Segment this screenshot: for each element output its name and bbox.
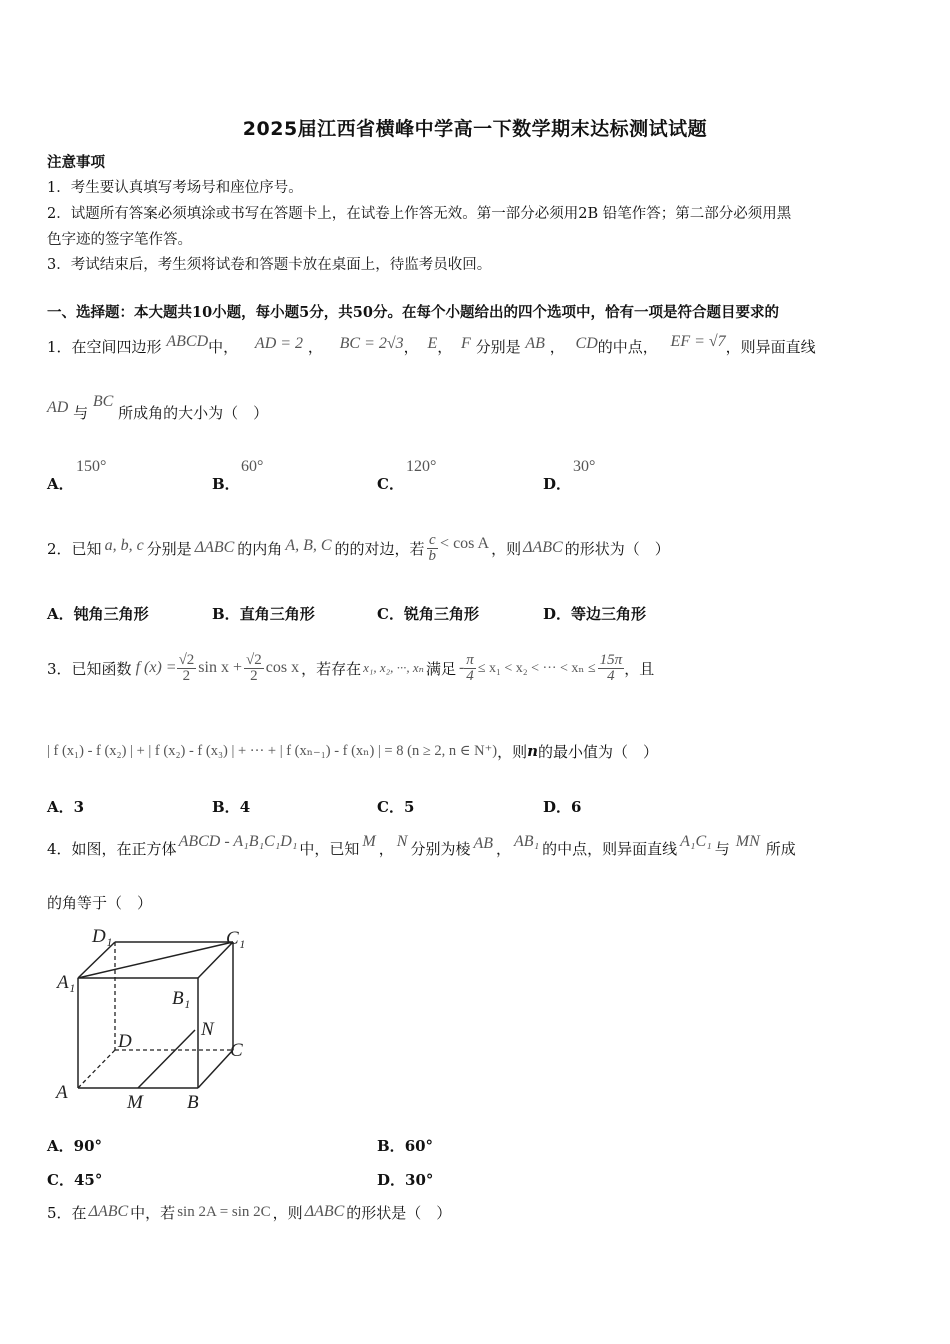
math-expr: AD = 2 — [254, 335, 304, 352]
option-label: C． — [47, 1171, 74, 1189]
question-text: ， — [403, 338, 419, 356]
math-expr: N — [396, 833, 408, 850]
fraction — [427, 533, 439, 564]
question-1-line-2 — [47, 393, 269, 423]
option-value: 60° — [241, 458, 264, 475]
fraction — [598, 653, 625, 684]
question-text: 与 — [714, 839, 730, 858]
fraction-numerator: √2 — [246, 651, 262, 668]
question-number: 3． — [47, 659, 72, 678]
option — [377, 796, 414, 817]
math-expr: ΔABC — [194, 539, 235, 556]
question-text: ， — [496, 839, 512, 858]
option-label: A． — [47, 475, 74, 493]
math-expr: n — [527, 742, 539, 760]
label-c1: C₁ — [226, 928, 246, 949]
math-expr: M — [362, 833, 376, 850]
question-text: ，则 — [272, 1203, 303, 1222]
math-expr: BC — [92, 393, 114, 410]
fraction-numerator: c — [427, 533, 439, 549]
math-expr: x₁, x₂, ···, xₙ — [363, 660, 424, 675]
math-expr: A₁C₁ — [680, 833, 712, 850]
math-expr: ≤ x₁ < x₂ < ··· < xₙ ≤ — [477, 660, 596, 676]
question-text: ， — [437, 338, 453, 356]
label-d: D — [118, 1031, 132, 1052]
option-label: D． — [377, 1171, 406, 1189]
option-label: C． — [377, 605, 404, 623]
question-2-line — [47, 523, 670, 573]
fraction-denominator: b — [428, 547, 437, 564]
option-value: 4 — [239, 798, 251, 816]
math-expr: A, B, C — [285, 537, 332, 554]
math-expr: ΔABC — [88, 1203, 129, 1220]
option-value: 60° — [404, 1137, 434, 1155]
question-text: 在 — [71, 1203, 87, 1222]
fraction — [464, 653, 476, 684]
question-text: 的最小值为（ ） — [538, 742, 659, 761]
fraction — [244, 653, 264, 684]
option-label: A． — [47, 1137, 74, 1155]
option — [377, 1135, 433, 1156]
question-text: ， — [307, 338, 323, 356]
question-3-line-2 — [47, 736, 658, 766]
math-expr: sin 2A = sin 2C — [177, 1203, 271, 1220]
math-expr: F — [461, 335, 471, 352]
question-number: 2． — [47, 539, 72, 558]
cube-figure — [50, 920, 260, 1120]
question-text: 的形状为（ ） — [564, 539, 670, 558]
option-value: 3 — [73, 798, 85, 816]
segment-mn — [138, 1030, 195, 1088]
question-text: 中，若 — [130, 1203, 176, 1222]
question-text: ，且 — [624, 659, 655, 678]
option-label: C． — [377, 798, 404, 816]
label-b1: B₁ — [172, 988, 191, 1009]
math-expr: AB — [473, 835, 493, 852]
hidden-edge-ad — [78, 1050, 115, 1088]
notice-item: 2．试题所有答案必须填涂或书写在答题卡上，在试卷上作答无效。第一部分必须用2B 铅笔作答；第二部分必须用黑 — [47, 206, 792, 222]
option-value: 30° — [405, 1171, 434, 1189]
option — [47, 1169, 102, 1190]
math-expr: - — [458, 659, 465, 676]
math-expr: AD — [47, 399, 69, 416]
math-expr: AB — [525, 335, 545, 352]
question-4-line-1 — [47, 828, 796, 868]
option-value: 5 — [403, 798, 415, 816]
question-text: 如图，在正方体 — [71, 839, 177, 858]
option-label: B． — [212, 475, 240, 493]
fraction-numerator: 15π — [599, 651, 623, 668]
option-value: 等边三角形 — [571, 605, 647, 623]
label-b: B — [187, 1092, 199, 1113]
question-text: ，若存在 — [301, 659, 362, 678]
option-value: 45° — [73, 1171, 103, 1189]
fraction-denominator: 4 — [607, 667, 615, 684]
label-n: N — [201, 1019, 214, 1040]
question-text: ，则 — [497, 742, 528, 761]
option — [47, 796, 84, 817]
math-expr: | f (x₁) - f (x₂) | + | f (x₂) - f (x₃) | + ··· + | f (xₙ₋₁) - f (xₙ) | = 8 (n ≥ 2, n ∈ N⁺) — [47, 742, 498, 759]
option — [212, 796, 250, 817]
math-expr: BC = 2√3 — [339, 335, 404, 352]
option — [543, 603, 646, 624]
math-expr: E — [427, 335, 438, 352]
question-number: 5． — [47, 1203, 72, 1222]
question-text: 已知函数 — [71, 659, 132, 678]
question-4-line-2: 的角等于（ ） — [47, 894, 153, 912]
notice-heading: 注意事项 — [47, 154, 105, 171]
label-a1: A₁ — [57, 972, 76, 993]
question-text: 已知 — [71, 539, 102, 558]
math-expr: AB₁ — [514, 833, 540, 850]
question-text: 在空间四边形 — [71, 338, 162, 356]
option-value: 直角三角形 — [239, 605, 315, 623]
label-c: C — [230, 1040, 243, 1061]
option-value: 锐角三角形 — [403, 605, 479, 623]
fraction-numerator: π — [466, 651, 474, 668]
question-text: 所成角的大小为（ ） — [118, 404, 269, 422]
question-text: 满足 — [425, 659, 456, 678]
math-expr: EF = √7 — [670, 333, 726, 350]
option — [47, 603, 149, 624]
question-text: 的内角 — [237, 539, 283, 558]
question-text: ， — [378, 839, 394, 858]
math-expr: MN — [735, 833, 760, 850]
math-expr: f (x) = — [135, 659, 177, 676]
question-text: 的中点，则异面直线 — [542, 839, 678, 858]
label-m: M — [127, 1092, 143, 1113]
option-label: C． — [377, 475, 404, 493]
question-text: 的中点， — [597, 338, 658, 356]
math-expr: cos x — [265, 659, 300, 676]
fraction — [177, 653, 197, 684]
math-expr: ΔABC — [304, 1203, 345, 1220]
option-value: 150° — [76, 458, 107, 475]
math-expr: CD — [575, 335, 598, 352]
option — [47, 1135, 102, 1156]
fraction-denominator: 2 — [250, 667, 258, 684]
question-text: 中， — [208, 338, 239, 356]
diagonal-a1c1 — [78, 942, 233, 978]
page-title: 2025届江西省横峰中学高一下数学期末达标测试试题 — [242, 118, 708, 140]
option-value: 6 — [571, 798, 582, 816]
fraction-denominator: 4 — [466, 667, 474, 684]
notice-item: 1．考生要认真填写考场号和座位序号。 — [47, 180, 303, 196]
option-label: D． — [543, 798, 572, 816]
edge-a1d1 — [78, 942, 115, 978]
fraction-denominator: 2 — [182, 667, 191, 684]
label-a: A — [56, 1082, 68, 1103]
question-text: 中，已知 — [299, 839, 360, 858]
option-value: 30° — [573, 458, 596, 475]
option-value: 120° — [406, 458, 437, 475]
math-expr: < cos A — [440, 535, 490, 552]
option-label: B． — [212, 798, 240, 816]
option-label: B． — [212, 605, 240, 623]
question-1-line-1 — [47, 333, 816, 357]
question-text: 的的对边，若 — [334, 539, 425, 558]
option-label: D． — [543, 605, 572, 623]
math-expr: ABCD — [166, 333, 209, 350]
label-d1: D₁ — [92, 926, 113, 947]
fraction-numerator: √2 — [178, 651, 195, 668]
question-3-line-1 — [47, 637, 654, 699]
option-label: B． — [377, 1137, 405, 1155]
option-label: D． — [543, 475, 572, 493]
option — [212, 603, 315, 624]
question-text: 所成 — [765, 839, 796, 858]
option-label: A． — [47, 605, 74, 623]
question-text: 分别是 — [475, 338, 521, 356]
question-text: ， — [549, 338, 565, 356]
question-number: 1． — [47, 338, 72, 356]
question-text: ，则异面直线 — [725, 338, 816, 356]
question-text: 的形状是（ ） — [346, 1203, 452, 1222]
option-value: 钝角三角形 — [73, 605, 149, 623]
section-heading: 一、选择题：本大题共10小题，每小题5分，共50分。在每个小题给出的四个选项中，恰有一项是符合题目要求的 — [47, 304, 779, 321]
option — [543, 796, 581, 817]
option-value: 90° — [73, 1137, 103, 1155]
math-expr: ABCD - A₁B₁C₁D₁ — [178, 833, 298, 850]
math-expr: a, b, c — [104, 537, 144, 554]
question-text: 分别是 — [146, 539, 192, 558]
math-expr: sin x + — [198, 659, 242, 676]
option-label: A． — [47, 798, 74, 816]
option — [377, 1169, 433, 1190]
option — [377, 603, 479, 624]
question-text: 与 — [73, 404, 89, 422]
edge-bc — [198, 1050, 233, 1088]
math-expr: ΔABC — [523, 539, 563, 556]
question-text: ，则 — [491, 539, 522, 558]
notice-item: 3．考试结束后，考生须将试卷和答题卡放在桌面上，待监考员收回。 — [47, 257, 492, 273]
question-text: 分别为棱 — [410, 839, 471, 858]
question-5-line — [47, 1200, 451, 1224]
question-number: 4． — [47, 839, 72, 858]
notice-item: 色字迹的签字笔作答。 — [47, 232, 192, 248]
